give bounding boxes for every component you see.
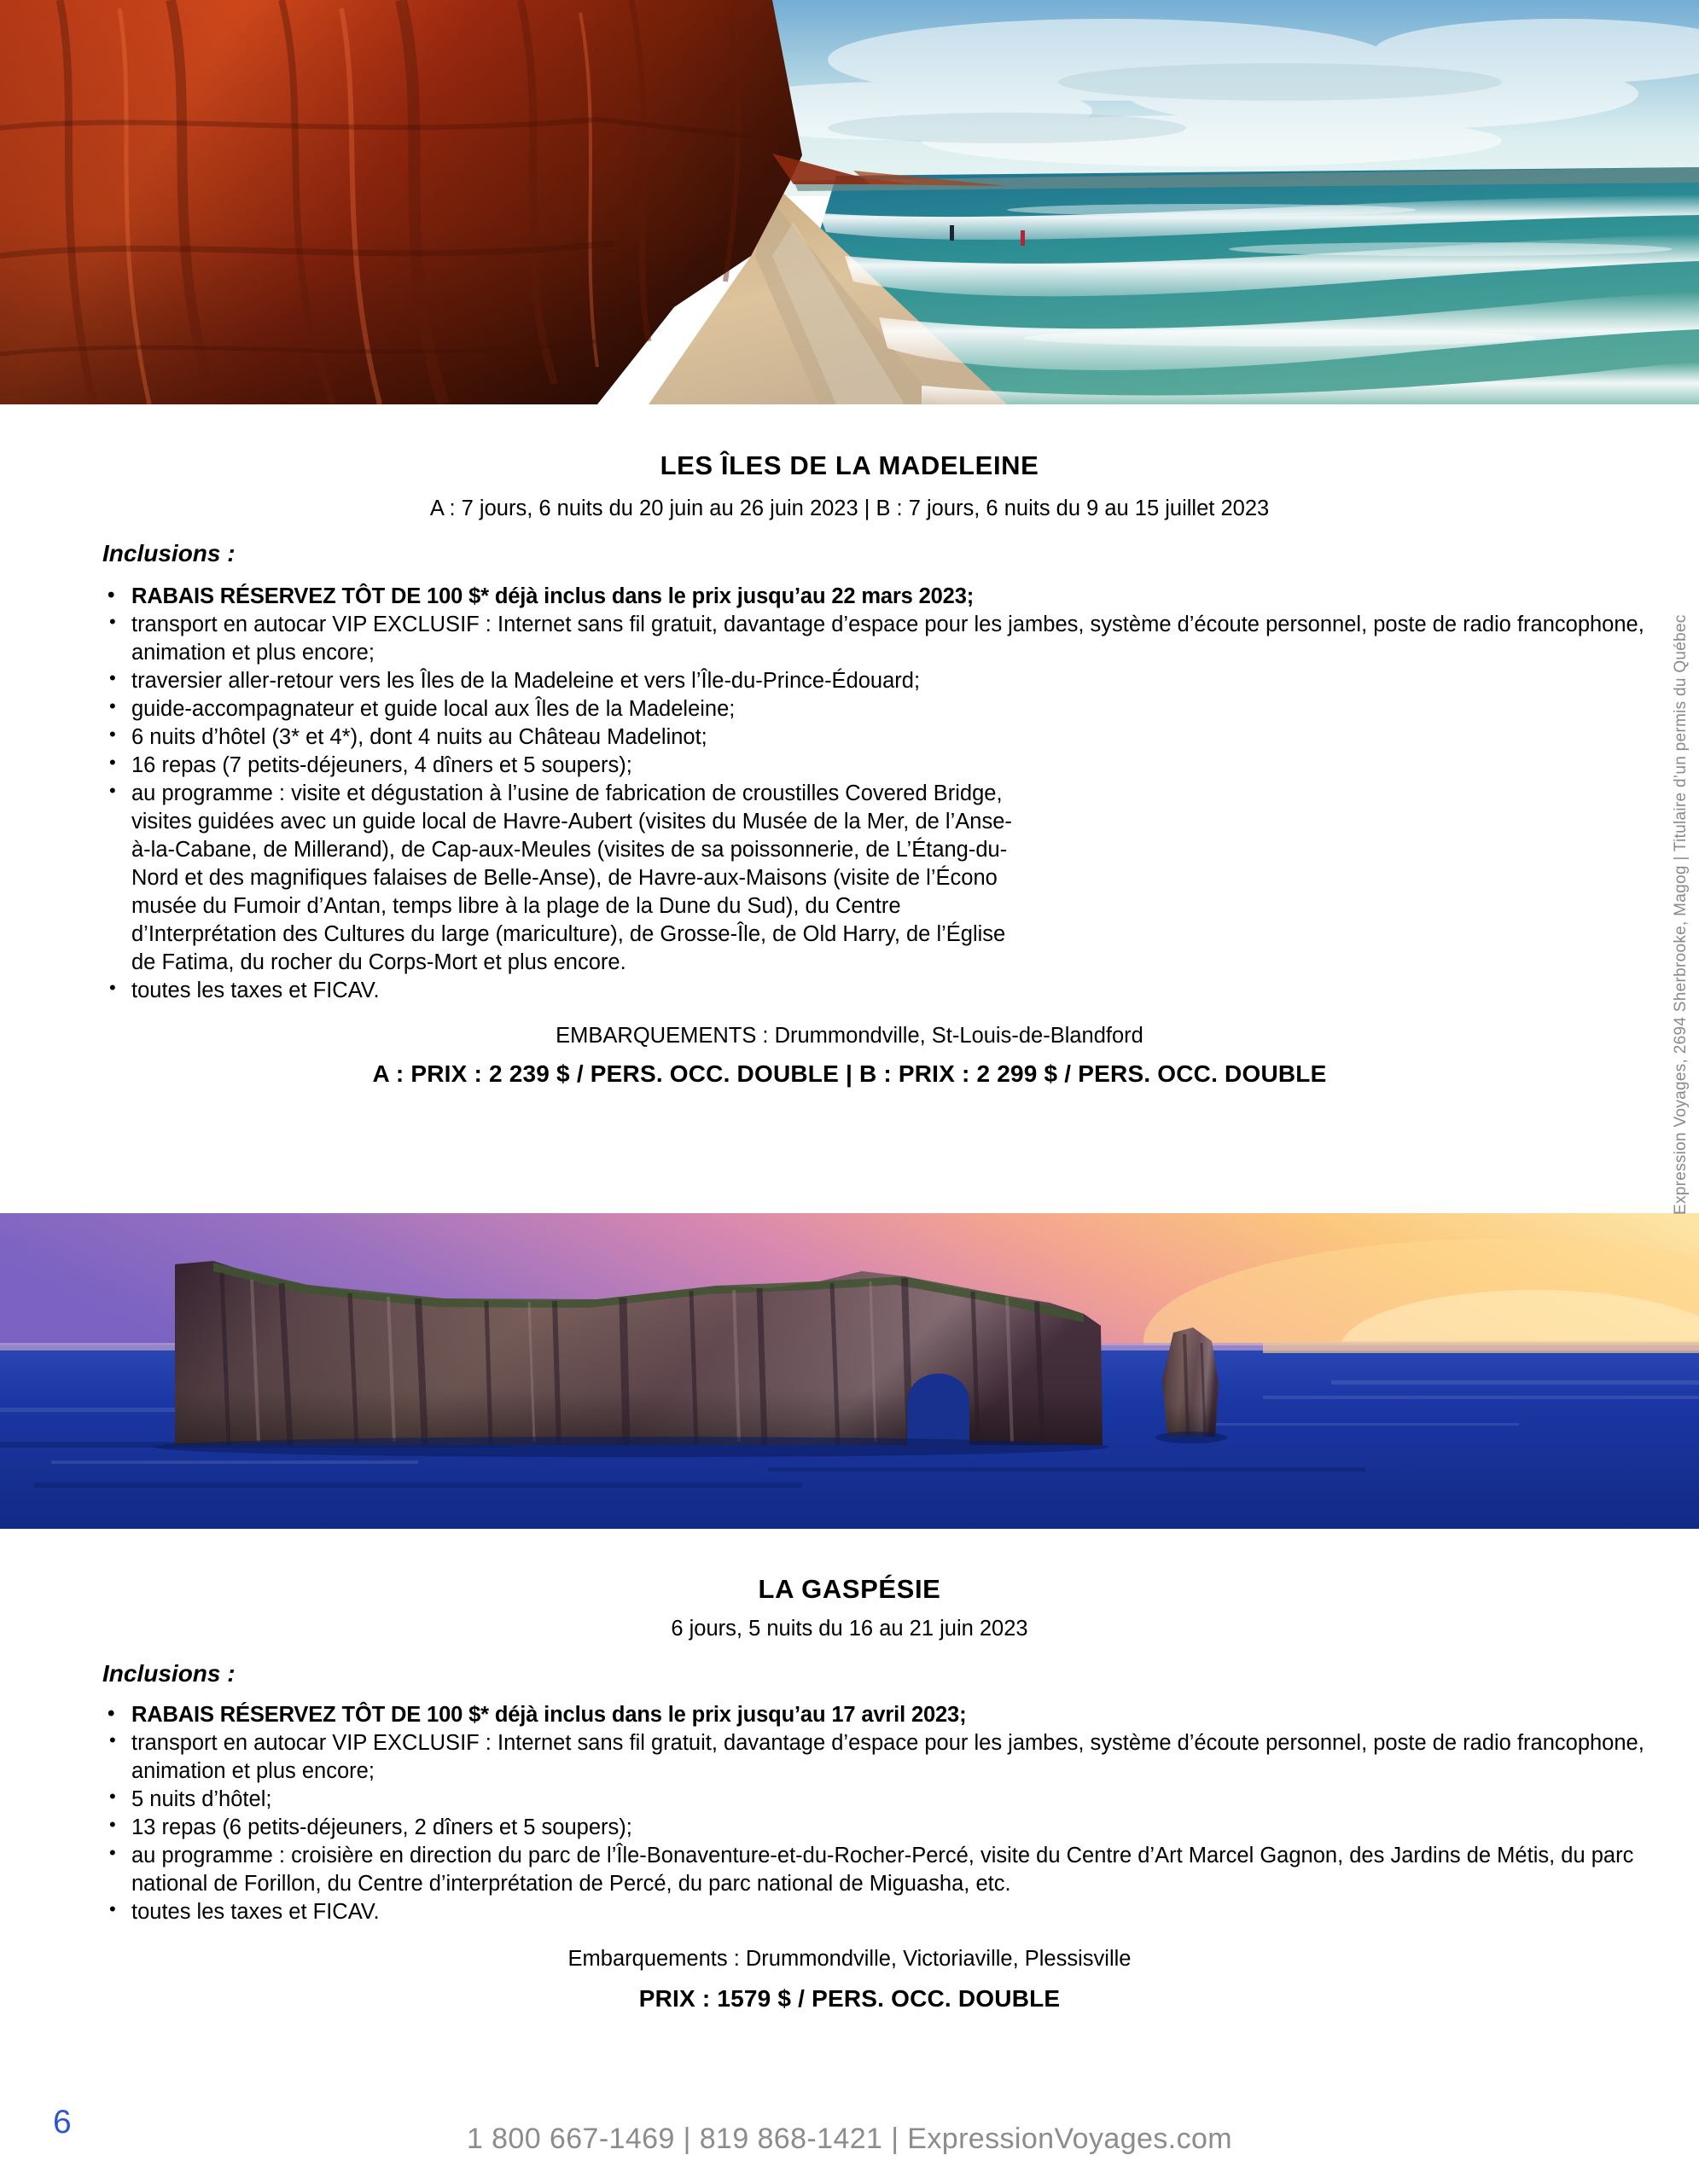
perce-illustration — [0, 1213, 1699, 1529]
inclusions-list — [0, 1701, 1699, 1926]
tour-title: LES ÎLES DE LA MADELEINE — [660, 450, 1039, 480]
list-item: • au programme : croisière en direction du parc de l’Île-Bonaventure-et-du-Rocher-Percé, visite du Centre d’Art Marcel Gagnon, des Jardins de Métis, du parc national de Forillon, du Centre d’interprétation de Percé, du parc national de Miguasha, etc. — [101, 1842, 1699, 1898]
inclusions-heading: Inclusions : — [102, 540, 236, 566]
list-item: • 13 repas (6 petits-déjeuners, 2 dîners et 5 soupers); — [101, 1814, 1699, 1842]
price-line: A : PRIX : 2 239 $ / PERS. OCC. DOUBLE | B : PRIX : 2 299 $ / PERS. OCC. DOUBLE — [372, 1060, 1327, 1088]
list-item: • au programme : visite et dégustation à l’usine de fabrication de croustilles Covered Bridge, visites guidées avec un guide local de Havre-Aubert (visites du Musée de la Mer, de l’Anse-à-la-Cabane, de Millerand), de Cap-aux-Meules (visites de sa poissonnerie, de L’Étang-du-Nord et des magnifiques falaises de Belle-Anse), de Havre-aux-Maisons (visite de l’Écono musée du Fumoir d’Antan, temps libre à la plage de la Dune du Sud), du Centre d’Interprétation des Cultures du large (mariculture), de Grosse-Île, de Old Harry, de l’Église de Fatima, du rocher du Corps-Mort et plus encore. — [101, 780, 1699, 977]
inclusions-heading: Inclusions : — [102, 1660, 236, 1687]
list-item: • transport en autocar VIP EXCLUSIF : Internet sans fil gratuit, davantage d’espace pour les jambes, système d’écoute personnel, poste de radio francophone, animation et plus encore; — [101, 611, 1699, 667]
tour-dates: A : 7 jours, 6 nuits du 20 juin au 26 juin 2023 | B : 7 jours, 6 nuits du 9 au 15 juillet 2023 — [429, 497, 1270, 520]
tour-title: LA GASPÉSIE — [758, 1574, 941, 1604]
inclusions-list — [0, 583, 1699, 1005]
tour-dates: 6 jours, 5 nuits du 16 au 21 juin 2023 — [671, 1617, 1028, 1641]
list-item: • toutes les taxes et FICAV. — [101, 1898, 1699, 1926]
embarkments-line: Embarquements : Drummondville, Victoriaville, Plessisville — [567, 1947, 1132, 1972]
list-item: • guide-accompagnateur et guide local aux Îles de la Madeleine; — [101, 695, 1699, 723]
price-line: PRIX : 1579 $ / PERS. OCC. DOUBLE — [638, 1985, 1061, 2013]
list-item: • 6 nuits d’hôtel (3* et 4*), dont 4 nuits au Château Madelinot; — [101, 723, 1699, 752]
hero-image-rocher-perce — [0, 1213, 1699, 1529]
list-item: • toutes les taxes et FICAV. — [101, 977, 1699, 1005]
hero-image-iles-de-la-madeleine — [0, 0, 1699, 404]
list-item: • 5 nuits d’hôtel; — [101, 1786, 1699, 1814]
embarkments-line: EMBARQUEMENTS : Drummondville, St-Louis-de-Blandford — [556, 1024, 1143, 1048]
list-item: • transport en autocar VIP EXCLUSIF : Internet sans fil gratuit, davantage d’espace pour les jambes, système d’écoute personnel, poste de radio francophone, animation et plus encore; — [101, 1729, 1699, 1786]
footer-contact-line: 1 800 667-1469 | 819 868-1421 | ExpressionVoyages.com — [466, 2123, 1233, 2155]
list-item: • RABAIS RÉSERVEZ TÔT DE 100 $* déjà inclus dans le prix jusqu’au 17 avril 2023; — [101, 1701, 1699, 1729]
list-item: • 16 repas (7 petits-déjeuners, 4 dîners et 5 soupers); — [101, 752, 1699, 780]
list-item: • traversier aller-retour vers les Îles de la Madeleine et vers l’Île-du-Prince-Édouard; — [101, 667, 1699, 695]
tour-section-gaspesie — [0, 1574, 1699, 2013]
tour-section-madeleine — [0, 450, 1699, 1088]
page-number: 6 — [53, 2104, 72, 2140]
vertical-agency-credit: Expression Voyages, 2694 Sherbrooke, Magog | Titulaire d’un permis du Québec — [1672, 614, 1690, 1215]
madeleine-illustration — [0, 0, 1699, 404]
list-item: • RABAIS RÉSERVEZ TÔT DE 100 $* déjà inclus dans le prix jusqu’au 22 mars 2023; — [101, 583, 1699, 611]
